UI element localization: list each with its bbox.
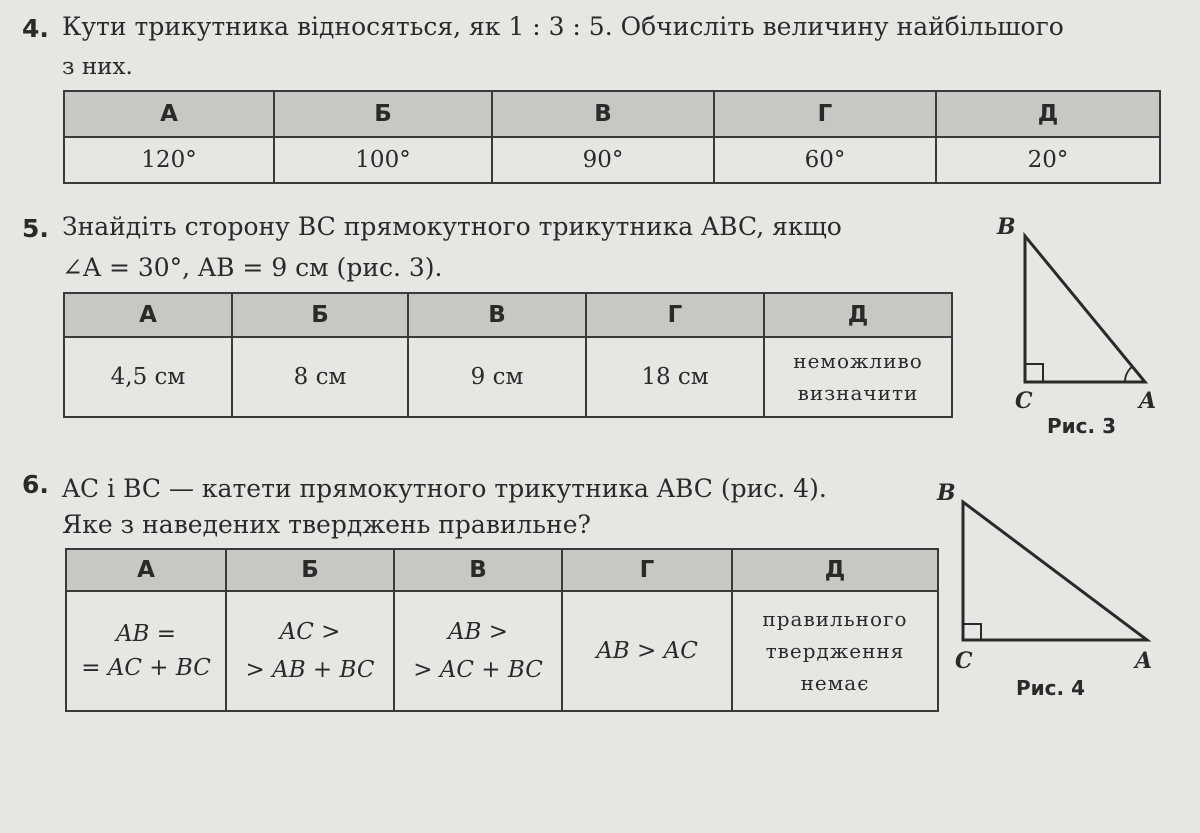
figure-3-angle-arc (1125, 366, 1133, 382)
q5-answer-a: 4,5 см (64, 337, 232, 417)
q5-answer-e-line1: неможливо (793, 349, 923, 373)
figure-3-triangle (997, 212, 1165, 414)
question-5-answer-table (63, 292, 953, 418)
q5-answer-e-line2: визначити (797, 381, 919, 405)
question-6-text-line2: Яке з наведених тверджень правильне? (62, 510, 591, 539)
q4-answer-b: 100° (274, 137, 492, 183)
q6-answer-b-line2: > AB + BC (245, 657, 375, 683)
question-4-answer-table (63, 90, 1161, 184)
figure-3-vertex-a: A (1139, 388, 1157, 414)
q6-answer-a-line1: AB = (115, 621, 177, 647)
q5-header-c: В (408, 293, 586, 337)
q6-answer-a (66, 591, 226, 711)
figure-4-right-angle-mark (963, 624, 981, 640)
q4-header-e: Д (936, 91, 1160, 137)
figure-4-vertex-b: B (937, 480, 956, 506)
figure-3-vertex-c: C (1015, 388, 1033, 414)
figure-4-triangle-shape (963, 502, 1147, 640)
question-4-text-line1: Кути трикутника відносяться, як 1 : 3 : 5. Обчисліть величину найбільшого (62, 12, 1064, 41)
q6-answer-b (226, 591, 394, 711)
q4-header-b: Б (274, 91, 492, 137)
q4-header-c: В (492, 91, 714, 137)
q5-answer-d: 18 см (586, 337, 764, 417)
figure-3-caption: Рис. 3 (1047, 414, 1117, 438)
q6-header-c: В (394, 549, 562, 591)
q4-header-a: А (64, 91, 274, 137)
q5-answer-c: 9 см (408, 337, 586, 417)
figure-4-vertex-c: C (955, 648, 973, 674)
q6-answer-d: AB > AC (562, 591, 732, 711)
question-5-number: 5. (22, 214, 49, 243)
figure-3-triangle-shape (1025, 236, 1145, 382)
q6-answer-a-line2: = AC + BC (81, 655, 211, 681)
q5-header-b: Б (232, 293, 408, 337)
figure-4-triangle (935, 478, 1175, 678)
q6-header-e: Д (732, 549, 938, 591)
figure-4-vertex-a: A (1135, 648, 1153, 674)
q6-header-d: Г (562, 549, 732, 591)
figure-3-vertex-b: B (997, 214, 1016, 240)
q6-answer-e-line2: твердження (765, 639, 905, 663)
q4-header-d: Г (714, 91, 936, 137)
question-6-text-line1: AC і BC — катети прямокутного трикутника ABC (рис. 4). (62, 474, 827, 503)
q6-answer-c-line1: AB > (447, 619, 509, 645)
q6-answer-e-line1: правильного (762, 607, 908, 631)
question-6-answer-table (65, 548, 939, 712)
q5-answer-b: 8 см (232, 337, 408, 417)
q5-answer-e (764, 337, 952, 417)
q6-answer-b-line1: AC > (279, 619, 341, 645)
q4-answer-d: 60° (714, 137, 936, 183)
question-5-text-line1: Знайдіть сторону BC прямокутного трикутника ABC, якщо (62, 212, 842, 241)
figure-4-caption: Рис. 4 (1016, 676, 1086, 700)
q6-answer-c (394, 591, 562, 711)
question-4-text-line2: з них. (62, 54, 133, 80)
q5-header-e: Д (764, 293, 952, 337)
question-5-text-line2: ∠A = 30°, AB = 9 см (рис. 3). (62, 253, 443, 282)
question-6-number: 6. (22, 470, 49, 499)
q6-header-b: Б (226, 549, 394, 591)
q4-answer-c: 90° (492, 137, 714, 183)
q5-header-a: А (64, 293, 232, 337)
q6-answer-c-line2: > AC + BC (413, 657, 543, 683)
q4-answer-a: 120° (64, 137, 274, 183)
q4-answer-e: 20° (936, 137, 1160, 183)
question-4-number: 4. (22, 14, 49, 43)
figure-3-right-angle-mark (1025, 364, 1043, 382)
q5-header-d: Г (586, 293, 764, 337)
q6-answer-e-line3: немає (800, 671, 870, 695)
q6-answer-e (732, 591, 938, 711)
q6-header-a: А (66, 549, 226, 591)
